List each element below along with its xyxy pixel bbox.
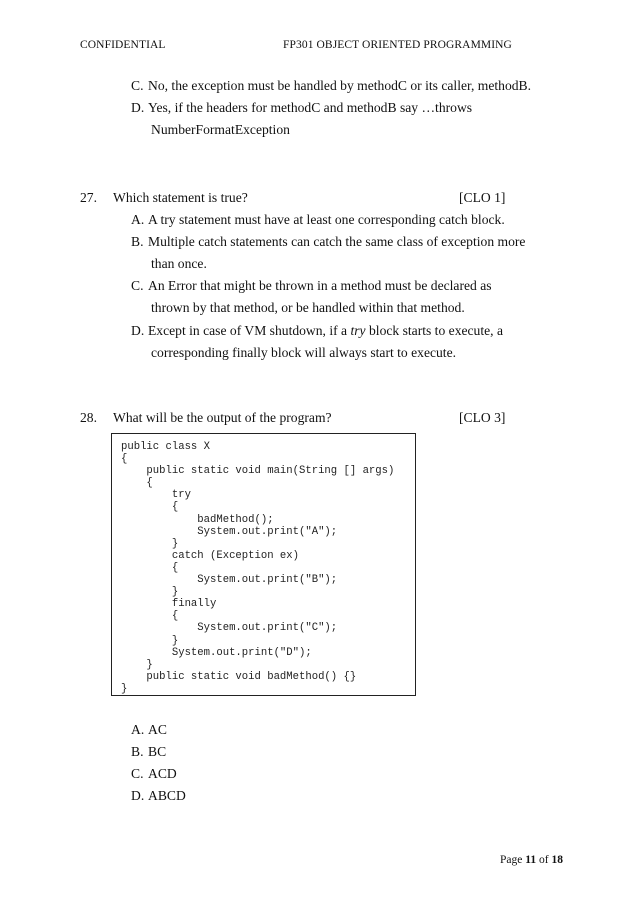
- option-letter: B.: [131, 234, 144, 249]
- footer-of-word: of: [538, 854, 549, 866]
- q28-number: 28.: [80, 410, 97, 425]
- option-text-start: Except in case of VM shutdown, if a: [148, 323, 351, 338]
- option-text: ABCD: [148, 788, 186, 803]
- code-listing: public class X { public static void main(String [] args) { try { badMethod(); System.out.print("A"); } catch (Exception ex) { System.out.print("B"); } finally { System.out.print("C"); } System.out.print("D"); } public static void badMethod() {} }: [121, 441, 395, 695]
- option-text-italic: try: [350, 323, 366, 338]
- option-letter: D.: [131, 788, 145, 803]
- q28-clo: [CLO 3]: [459, 410, 506, 425]
- option-text: Multiple catch statements can catch the same class of exception more: [148, 234, 526, 249]
- q27-option-d: [131, 323, 503, 339]
- option-text: Yes, if the headers for methodC and methodB say …throws: [148, 100, 473, 115]
- q27-option-c-continuation: thrown by that method, or be handled within that method.: [151, 300, 465, 315]
- option-letter: C.: [131, 278, 144, 293]
- q28-question-text: What will be the output of the program?: [113, 410, 332, 425]
- header-course-title: FP301 OBJECT ORIENTED PROGRAMMING: [283, 39, 512, 51]
- option-letter: D.: [131, 323, 145, 338]
- q27-option-b-continuation: than once.: [151, 256, 207, 271]
- footer-page-number: 11: [525, 854, 537, 866]
- option-text: ACD: [148, 766, 177, 781]
- option-letter: A.: [131, 212, 145, 227]
- q27-option-b: [131, 234, 525, 250]
- q26-option-d: [131, 100, 472, 116]
- option-text: A try statement must have at least one corresponding catch block.: [148, 212, 505, 227]
- option-letter: D.: [131, 100, 145, 115]
- option-letter: A.: [131, 722, 145, 737]
- option-text-end: block starts to execute, a: [365, 323, 503, 338]
- option-letter: C.: [131, 78, 144, 93]
- option-text: BC: [148, 744, 167, 759]
- option-text: An Error that might be thrown in a method must be declared as: [148, 278, 492, 293]
- q27-option-a: [131, 212, 505, 228]
- q26-option-c: [131, 78, 531, 94]
- q28-option-b: [131, 744, 166, 760]
- q27-number: 27.: [80, 190, 97, 205]
- option-letter: B.: [131, 744, 144, 759]
- header-confidential: CONFIDENTIAL: [80, 39, 166, 51]
- q27-option-c: [131, 278, 492, 294]
- q28-option-c: [131, 766, 177, 782]
- q27-option-d-continuation: corresponding finally block will always start to execute.: [151, 345, 457, 360]
- option-letter: C.: [131, 766, 144, 781]
- code-listing-box: [111, 433, 416, 696]
- q26-option-d-continuation: NumberFormatException: [151, 122, 290, 137]
- q28-option-a: [131, 722, 167, 738]
- q27-question-text: Which statement is true?: [113, 190, 248, 205]
- option-text: No, the exception must be handled by methodC or its caller, methodB.: [148, 78, 532, 93]
- page-footer: [500, 854, 563, 866]
- footer-page-word: Page: [500, 854, 523, 866]
- q27-clo: [CLO 1]: [459, 190, 506, 205]
- footer-total-pages: 18: [551, 854, 563, 866]
- option-text: AC: [148, 722, 167, 737]
- q28-option-d: [131, 788, 186, 804]
